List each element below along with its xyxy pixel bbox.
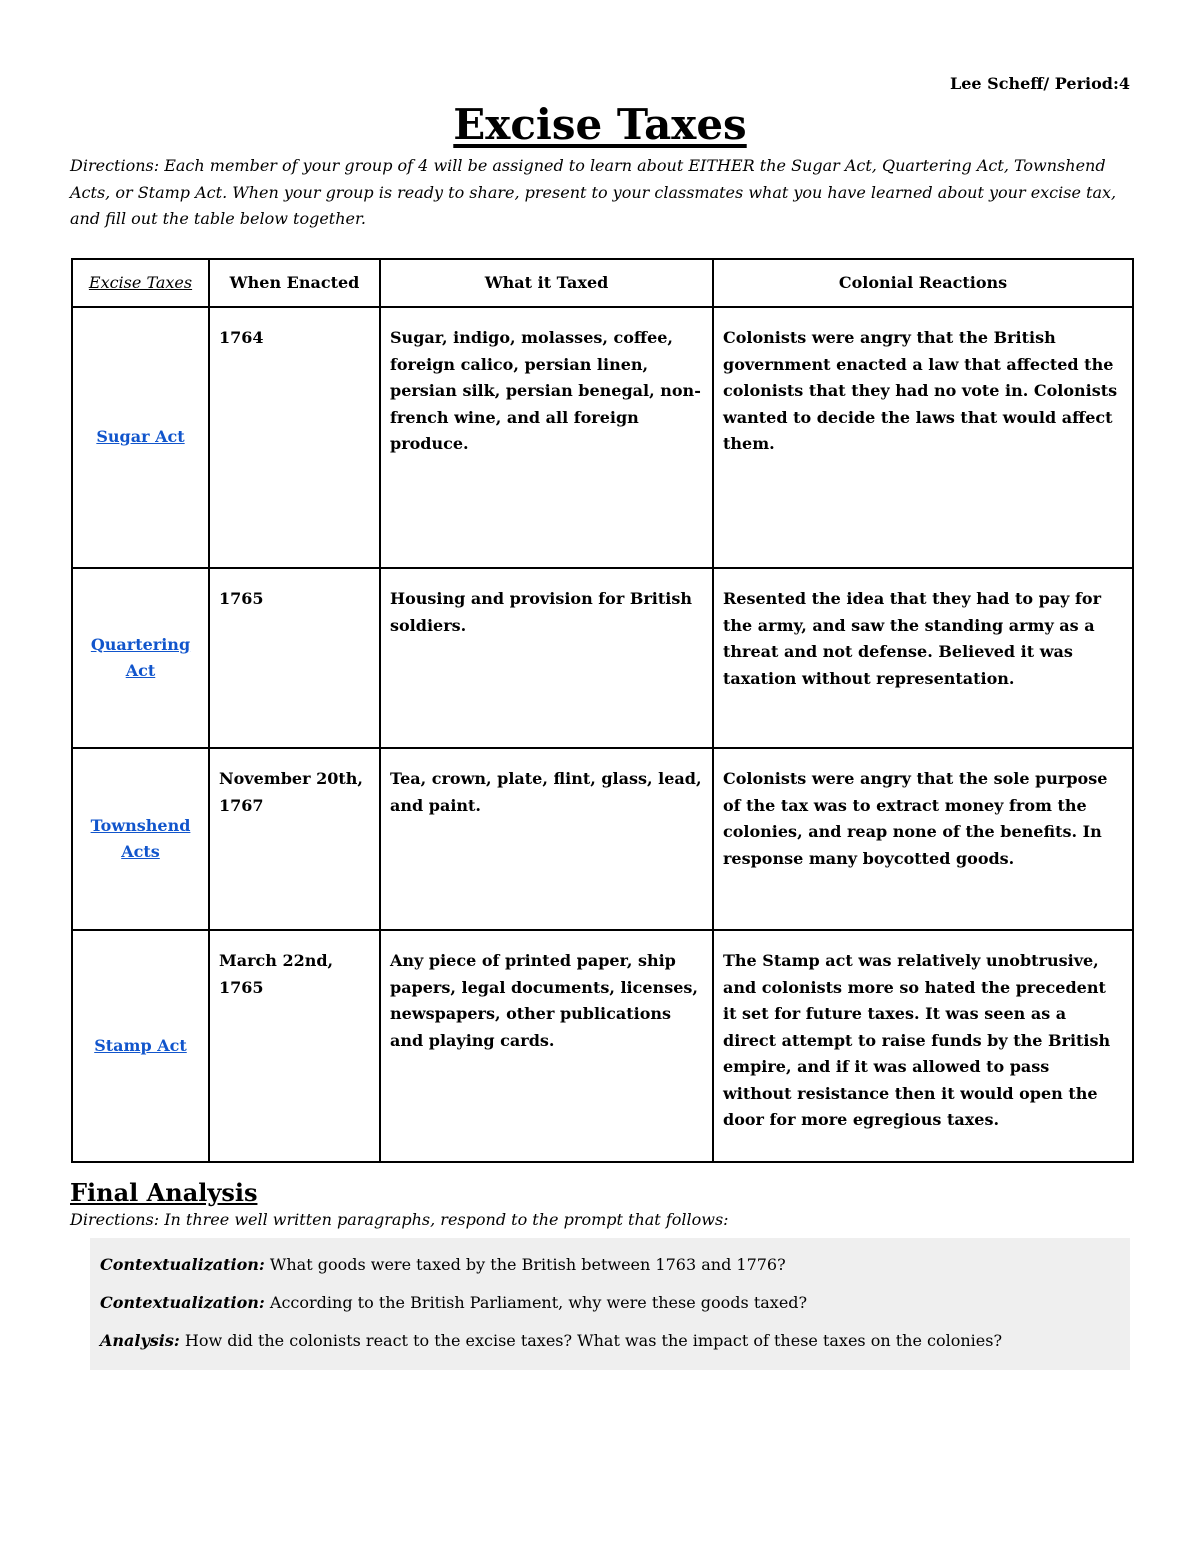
enacted-cell: March 22nd, 1765 <box>209 930 380 1162</box>
townshend-acts-link[interactable]: Townshend Acts <box>90 815 191 861</box>
stamp-act-link[interactable]: Stamp Act <box>94 1035 187 1055</box>
excise-tax-table <box>71 258 1134 1163</box>
quartering-act-link[interactable]: Quartering Act <box>90 634 191 680</box>
enacted-cell: 1764 <box>209 307 380 568</box>
final-directions: Directions: In three well written paragraphs, respond to the prompt that follows: <box>70 1210 729 1229</box>
header-what-it-taxed: What it Taxed <box>380 259 713 307</box>
table-header-row <box>72 259 1133 307</box>
act-cell <box>72 748 209 930</box>
enacted-cell: November 20th, 1767 <box>209 748 380 930</box>
header-colonial-reactions: Colonial Reactions <box>713 259 1133 307</box>
header-when-enacted: When Enacted <box>209 259 380 307</box>
header-excise-taxes: Excise Taxes <box>72 259 209 307</box>
reaction-cell: Resented the idea that they had to pay for the army, and saw the standing army as a threat and not defense. Believed it was taxation without representation. <box>713 568 1133 748</box>
reaction-cell: Colonists were angry that the sole purpose of the tax was to extract money from the colonies, and reap none of the benefits. In response many boycotted goods. <box>713 748 1133 930</box>
enacted-cell: 1765 <box>209 568 380 748</box>
act-cell <box>72 568 209 748</box>
taxed-cell: Sugar, indigo, molasses, coffee, foreign calico, persian linen, persian silk, persian benegal, non-french wine, and all foreign produce. <box>380 307 713 568</box>
reaction-cell: Colonists were angry that the British government enacted a law that affected the colonists that they had no vote in. Colonists wanted to decide the laws that would affect them. <box>713 307 1133 568</box>
taxed-cell: Tea, crown, plate, flint, glass, lead, and paint. <box>380 748 713 930</box>
prompt-text: How did the colonists react to the excise taxes? What was the impact of these taxes on the colonies? <box>179 1331 1003 1350</box>
prompt-text: What goods were taxed by the British between 1763 and 1776? <box>264 1255 786 1274</box>
reaction-cell: The Stamp act was relatively unobtrusive, and colonists more so hated the precedent it set for future taxes. It was seen as a direct attempt to raise funds by the British empire, and if it was allowed to pass without resistance then it would open the door for more egregious taxes. <box>713 930 1133 1162</box>
taxed-cell: Any piece of printed paper, ship papers, legal documents, licenses, newspapers, other publications and playing cards. <box>380 930 713 1162</box>
final-analysis-heading: Final Analysis <box>70 1178 258 1207</box>
act-cell <box>72 930 209 1162</box>
prompt-label: Contextualization: <box>100 1293 265 1312</box>
prompt-label: Contextualization: <box>100 1255 265 1274</box>
directions-text: Directions: Each member of your group of 4 will be assigned to learn about EITHER the Sugar Act, Quartering Act, Townshend Acts, or Stamp Act. When your group is ready to share, present to your classmates what you have learned about your excise tax, and fill out the table below together. <box>70 156 1117 228</box>
prompt-box <box>90 1238 1130 1370</box>
table-row <box>72 930 1133 1162</box>
act-cell <box>72 307 209 568</box>
author-period: Lee Scheff/ Period:4 <box>949 74 1130 93</box>
table-row <box>72 748 1133 930</box>
sugar-act-link[interactable]: Sugar Act <box>96 427 185 447</box>
table-row <box>72 568 1133 748</box>
table-row <box>72 307 1133 568</box>
prompt-line <box>100 1322 1120 1360</box>
taxed-cell: Housing and provision for British soldiers. <box>380 568 713 748</box>
page-title: Excise Taxes <box>453 100 747 149</box>
prompt-line <box>100 1284 1120 1322</box>
prompt-line <box>100 1246 1120 1284</box>
prompt-text: According to the British Parliament, why were these goods taxed? <box>264 1293 808 1312</box>
prompt-label: Analysis: <box>100 1331 180 1350</box>
